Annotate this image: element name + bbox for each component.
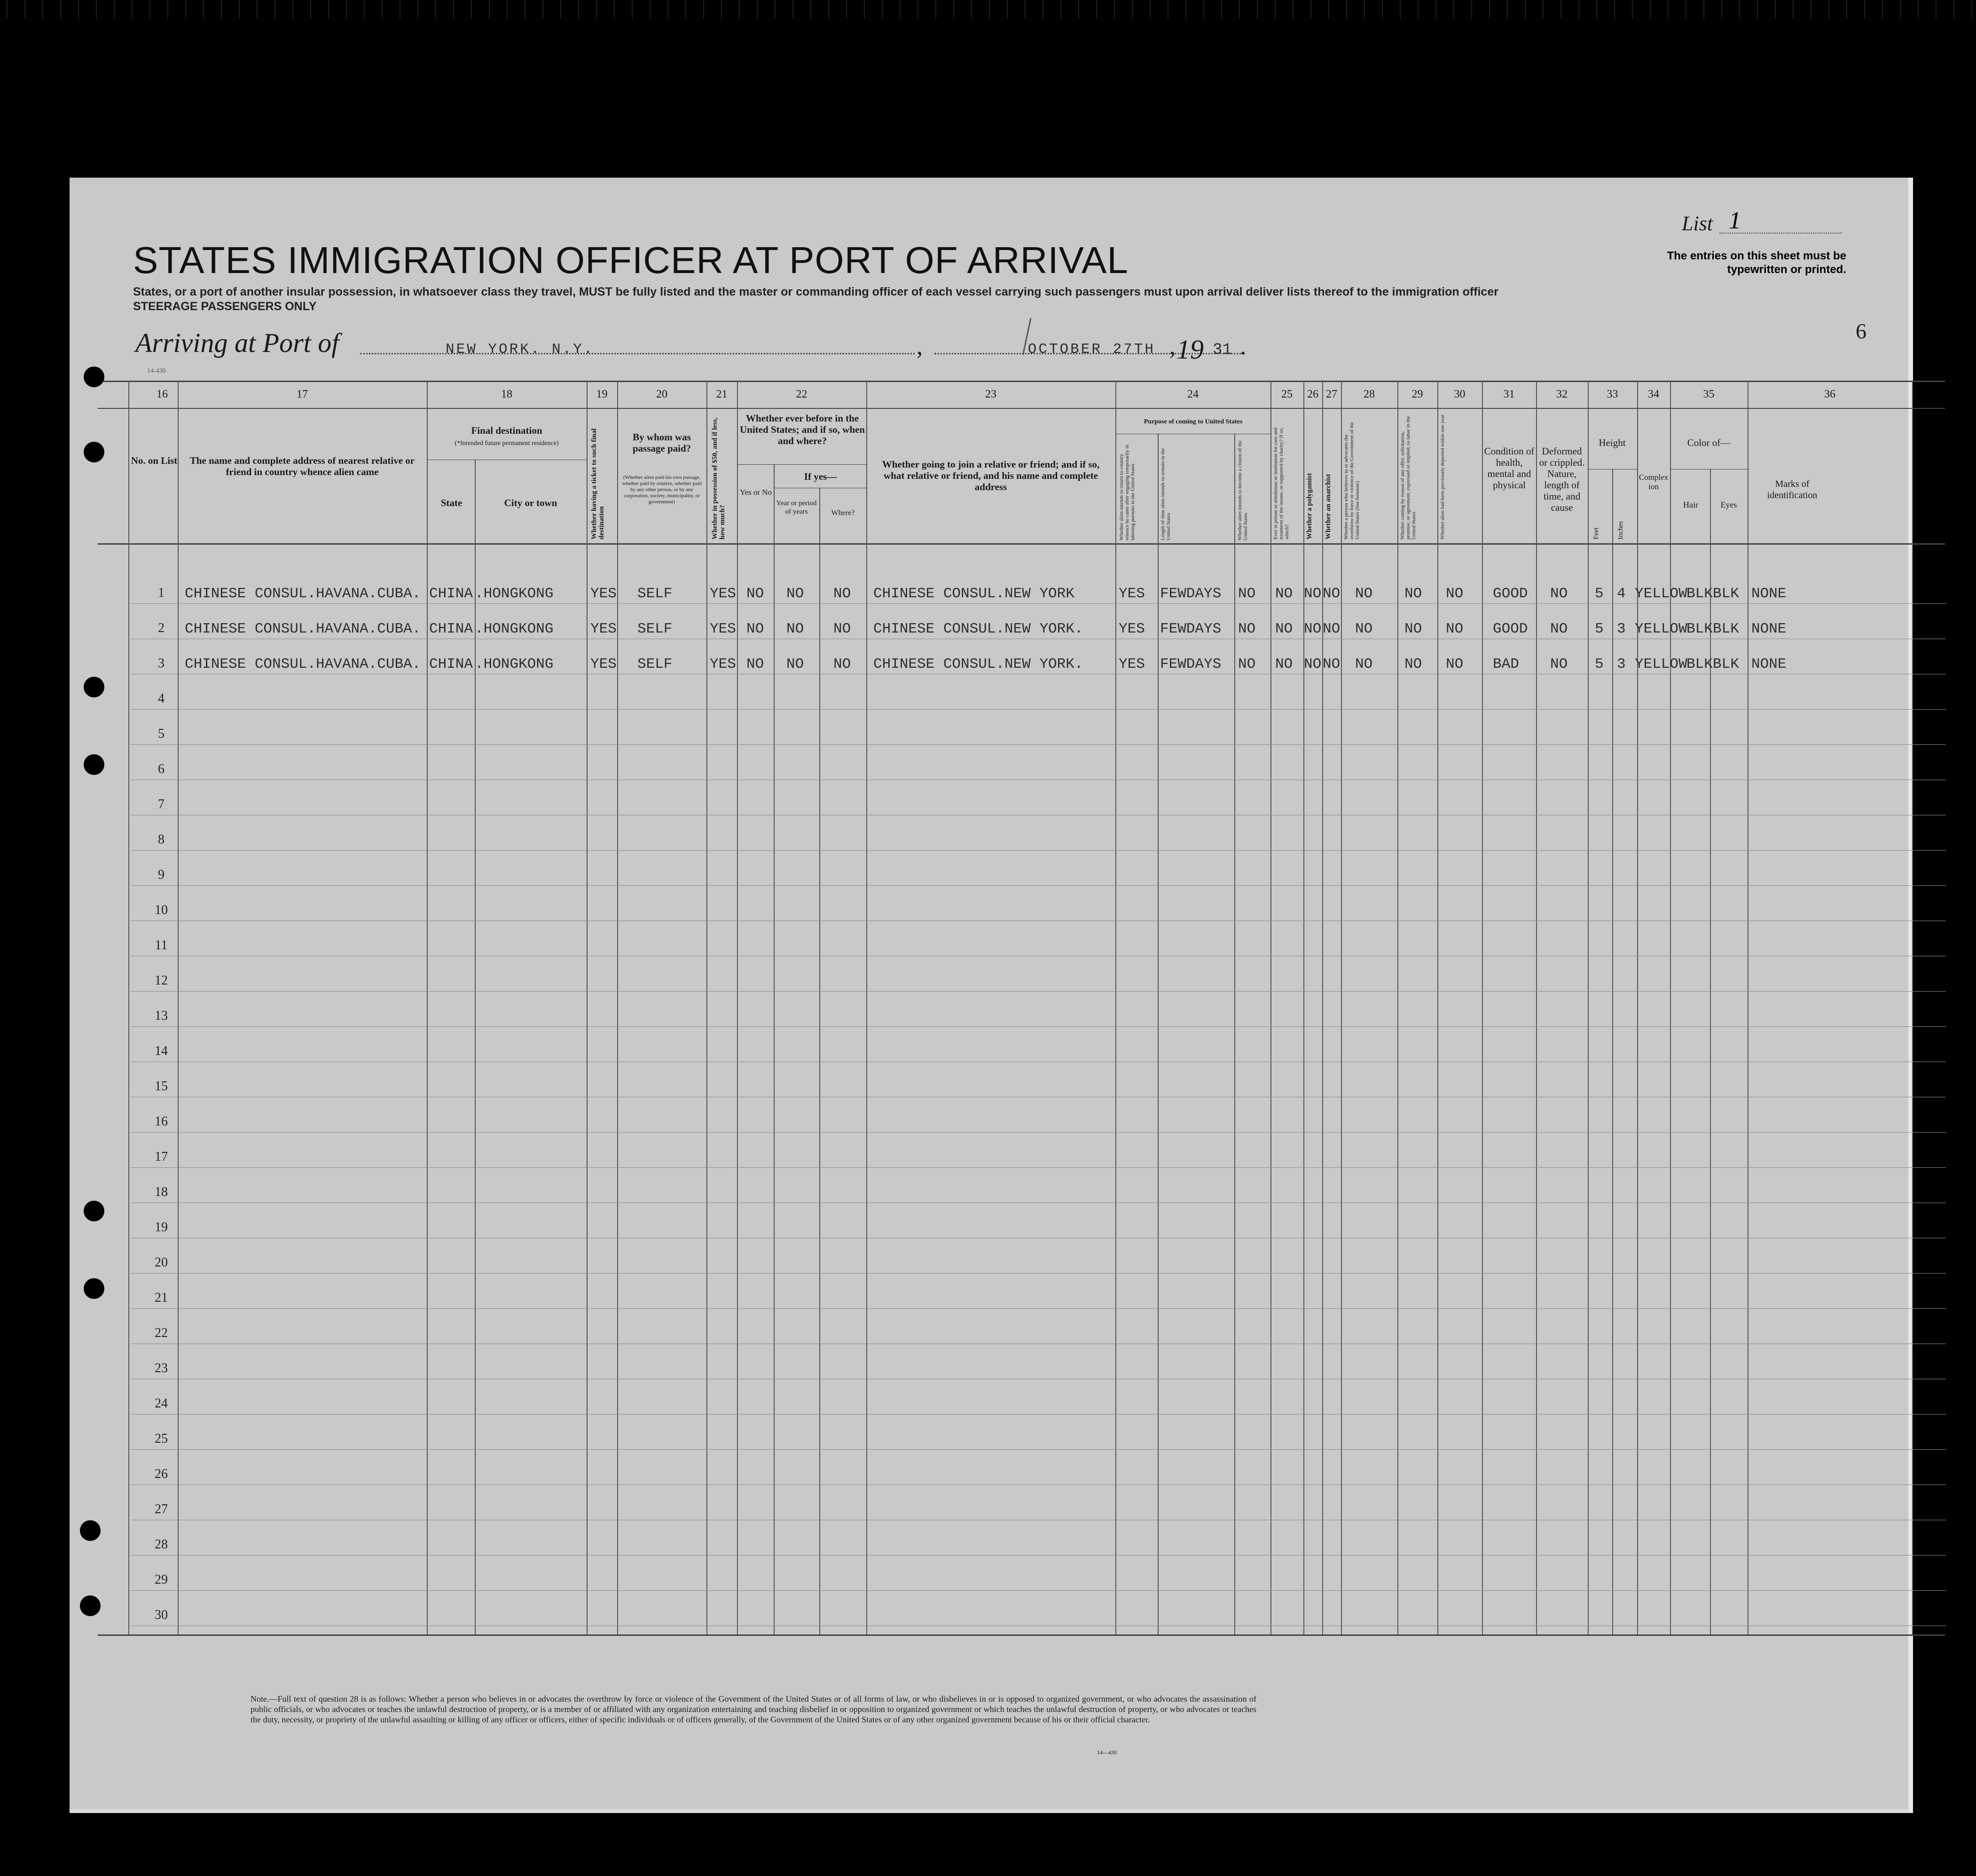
cell-relative: CHINESE CONSUL.HAVANA.CUBA. [185, 586, 421, 602]
manifest-sheet [70, 178, 1913, 1813]
row-rule [131, 991, 1946, 992]
year-prefix: 19 [1176, 334, 1204, 365]
header-30: Whether alien had been previously deported within one year [1440, 414, 1445, 539]
list-label: List [1682, 212, 1713, 235]
cell-state: CHINA [429, 656, 473, 672]
header-28: Whether a person who believes in or advocates the overthrow by force or violence of the Government of the United States (See footnote) [1343, 422, 1360, 539]
col-divider [1158, 434, 1159, 1634]
header-31: Condition of health, mental and physical [1484, 446, 1535, 491]
binder-hole [84, 367, 104, 387]
cell-polygamist: NO [1304, 656, 1322, 672]
header-18-title: Final destination [471, 425, 542, 436]
film-edge [0, 0, 1976, 19]
cell-return: YES [1119, 656, 1145, 672]
year-suffix: 31 [1213, 341, 1232, 359]
row-number: 16 [155, 1114, 168, 1129]
cell-deported: NO [1446, 621, 1464, 637]
col-divider [706, 381, 707, 1634]
colnum-17: 17 [297, 388, 308, 400]
header-22-title: Whether ever before in the United States; and if so, when and where? [739, 413, 865, 446]
colnum-23: 23 [985, 388, 996, 400]
colnum-20: 20 [656, 388, 667, 400]
cell-health: GOOD [1493, 621, 1528, 637]
year-period: . [1240, 333, 1246, 360]
row-number: 19 [155, 1220, 168, 1235]
row-number: 8 [158, 832, 165, 847]
binder-hole [84, 1201, 104, 1221]
colnum-29: 29 [1411, 388, 1423, 400]
cell-paid-by: SELF [637, 621, 673, 637]
col-divider [1437, 381, 1438, 1634]
cell-before: NO [746, 621, 764, 637]
entries-note: The entries on this sheet must be typewritten or printed. [1667, 250, 1846, 276]
cell-complexion: YELLOW [1635, 621, 1687, 637]
header-35-hair: Hair [1683, 500, 1698, 509]
row-rule [131, 885, 1946, 886]
cell-inches: 3 [1617, 621, 1626, 637]
header-16: No. on List [131, 455, 178, 466]
col-divider [587, 381, 588, 1634]
cell-ticket: YES [590, 621, 617, 637]
cell-before: NO [746, 586, 764, 602]
header-24-a: Whether alien intends to return to country whence he came after engaging temporarily in laboring pursuits in the United States [1119, 444, 1136, 540]
cell-prison: NO [1275, 656, 1293, 672]
cell-city: .HONGKONG [475, 656, 554, 672]
colnum-16: 16 [157, 388, 168, 400]
cell-labor: NO [1404, 586, 1422, 602]
col-divider [1270, 381, 1271, 1634]
cell-polygamist: NO [1304, 586, 1322, 602]
header-24-title: Purpose of coming to United States [1144, 418, 1243, 425]
header-20-note: (Whether alien paid his own passage, whether paid by relative, whether paid by any other person, or by any corporation, society, municipality, or government) [622, 475, 702, 505]
table-top-rule [98, 381, 1945, 382]
cell-inches: 3 [1617, 656, 1626, 672]
col-divider [737, 381, 738, 1634]
cell-prison: NO [1275, 621, 1293, 637]
header-34: Complexion [1639, 473, 1669, 491]
colnum-18: 18 [501, 388, 512, 400]
cell-anarchist: NO [1323, 656, 1341, 672]
row-number: 3 [158, 656, 165, 671]
header-33-title: Height [1599, 437, 1626, 448]
row-number: 24 [155, 1396, 168, 1411]
cell-ticket: YES [590, 586, 617, 602]
instructions-line-2: STEERAGE PASSENGERS ONLY [133, 300, 317, 313]
row-number: 18 [155, 1185, 168, 1199]
header-33-feet: Feet [1592, 527, 1600, 539]
cell-money: YES [710, 656, 736, 672]
col-divider [427, 381, 428, 1634]
cell-marks: NONE [1751, 656, 1787, 672]
colnum-31: 31 [1503, 388, 1515, 400]
cell-state: CHINA [429, 621, 473, 637]
row-rule [131, 1167, 1946, 1168]
cell-paid-by: SELF [637, 586, 673, 602]
col-divider [1234, 434, 1235, 1634]
cell-complexion: YELLOW [1635, 656, 1687, 672]
cell-complexion: YELLOW [1635, 586, 1687, 602]
header-22-where: Where? [831, 509, 855, 517]
row-number: 23 [155, 1361, 168, 1376]
header-22-ifyes: If yes— [804, 471, 837, 482]
header-35-title: Color of— [1687, 437, 1731, 448]
row-rule [131, 603, 1946, 604]
row-number: 30 [155, 1608, 168, 1622]
cell-marks: NONE [1751, 586, 1787, 602]
header-18-state: State [440, 497, 463, 508]
cell-return: YES [1119, 621, 1145, 637]
cell-overthrow: NO [1355, 621, 1373, 637]
row-number: 7 [158, 797, 165, 812]
col-divider [1536, 381, 1537, 1634]
footnote-form-number: 14—430 [1097, 1749, 1117, 1756]
cell-feet: 5 [1595, 586, 1604, 602]
header-32: Deformed or crippled. Nature, length of time, and cause [1539, 446, 1585, 513]
colnum-25: 25 [1281, 388, 1293, 400]
colnum-27: 27 [1326, 388, 1337, 400]
cell-labor: NO [1404, 656, 1422, 672]
cell-hair: BLK [1686, 586, 1713, 602]
cell-joining: CHINESE CONSUL.NEW YORK. [873, 656, 1083, 672]
colnum-32: 32 [1556, 388, 1568, 400]
cell-hair: BLK [1686, 656, 1713, 672]
row-number: 29 [155, 1572, 168, 1587]
row-rule [131, 1273, 1946, 1274]
row-number: 11 [155, 938, 168, 953]
binder-hole [84, 442, 104, 462]
row-rule [131, 744, 1946, 745]
header-36: Marks of identification [1767, 479, 1818, 500]
binder-hole [84, 1278, 104, 1299]
cell-where: NO [833, 586, 851, 602]
port-comma: , [917, 333, 923, 360]
cell-marks: NONE [1751, 621, 1787, 637]
row-number: 20 [155, 1255, 168, 1270]
row-number: 25 [155, 1431, 168, 1446]
row-rule [131, 1555, 1946, 1556]
cell-money: YES [710, 621, 736, 637]
colnum-33: 33 [1607, 388, 1618, 400]
cell-health: BAD [1493, 656, 1519, 672]
header-24-c: Whether alien intends to become a citizen of the United States [1237, 440, 1248, 540]
row-number: 22 [155, 1326, 168, 1340]
row-number: 9 [158, 868, 165, 882]
cell-polygamist: NO [1304, 621, 1322, 637]
form-instructions [133, 285, 1647, 314]
colnum-34: 34 [1648, 388, 1659, 400]
cell-money: YES [710, 586, 736, 602]
list-number: 1 [1729, 207, 1741, 234]
header-22-period: Year or period of years [776, 500, 817, 516]
cell-citizen: NO [1238, 621, 1256, 637]
cell-return: YES [1119, 586, 1145, 602]
col-divider [774, 464, 775, 1634]
binder-hole [80, 1520, 101, 1541]
colnum-24: 24 [1187, 388, 1199, 400]
row-number: 28 [155, 1537, 168, 1552]
col-divider [1710, 469, 1711, 1634]
form-title: STATES IMMIGRATION OFFICER AT PORT OF ARRIVAL [133, 239, 1129, 281]
cell-overthrow: NO [1355, 656, 1373, 672]
header-18-note: (*Intended future permanent residence) [455, 440, 559, 447]
instructions-line-1: States, or a port of another insular possession, in whatsoever class they travel, MUST be fully listed and the master or commanding officer of each vessel carrying such passengers must upon arrival deliver lists thereof to the immigration officer [133, 285, 1498, 298]
col-divider [1612, 469, 1613, 1634]
port-field [360, 331, 915, 354]
cell-length: FEWDAYS [1160, 586, 1222, 602]
row-number: 13 [155, 1008, 168, 1023]
colnum-30: 30 [1454, 388, 1466, 400]
cell-feet: 5 [1595, 621, 1604, 637]
col-divider [1637, 381, 1638, 1634]
port-value: NEW YORK. N.Y. [446, 341, 595, 358]
cell-length: FEWDAYS [1160, 621, 1222, 637]
cell-relative: CHINESE CONSUL.HAVANA.CUBA. [185, 656, 421, 672]
row-rule [131, 850, 1946, 851]
form-number: 14-430 [147, 367, 166, 375]
row-number: 12 [155, 973, 168, 988]
colnum-22: 22 [796, 388, 808, 400]
row-number: 26 [155, 1467, 168, 1481]
header-33-inches: Inches [1617, 521, 1624, 539]
cell-overthrow: NO [1355, 586, 1373, 602]
cell-where: NO [833, 656, 851, 672]
cell-relative: CHINESE CONSUL.HAVANA.CUBA. [185, 621, 421, 637]
binder-hole [84, 677, 104, 697]
row-rule [131, 1308, 1946, 1309]
cell-joining: CHINESE CONSUL.NEW YORK. [873, 621, 1083, 637]
cell-eyes: BLK [1713, 586, 1739, 602]
header-21: Whether in possession of $50, and if less, how much? [711, 417, 726, 539]
colnum-35: 35 [1703, 388, 1715, 400]
col-divider [1322, 381, 1323, 1634]
header-24-b: Length of time alien intends to remain in the United States [1160, 448, 1171, 540]
cell-inches: 4 [1617, 586, 1626, 602]
row-number: 14 [155, 1044, 168, 1058]
col-divider [1303, 381, 1304, 1634]
cell-city: .HONGKONG [475, 586, 554, 602]
header-23: Whether going to join a relative or friend; and if so, what relative or friend, and his name and complete address [882, 459, 1100, 492]
row-number: 21 [155, 1290, 168, 1305]
col-divider [1588, 381, 1589, 1634]
col-divider [178, 381, 179, 1634]
col-divider [128, 381, 129, 1634]
row-number: 1 [158, 586, 165, 600]
col-divider [1670, 381, 1671, 1634]
cell-period: NO [786, 621, 804, 637]
header-17: The name and complete address of nearest relative or friend in country whence alien came [189, 455, 415, 477]
footnote: Note.—Full text of question 28 is as follows: Whether a person who believes in or advocates the overthrow by force or violence of the Government of the United States or of all forms of law, or who disbelieves in or is opposed to organized government, or who advocates the assassination of public officials, or who advocates or teaches the unlawful destruction of property, or is a member of or affiliated with any organization entertaining and teaching disbelief in or opposition to organized government or which teaches the unlawful destruction of property, or who advocates or teaches the duty, necessity, or propriety of the unlawful assaulting or killing of any officer or officers, either of specific individuals or of officers generally, of the Government of the United States or of any other organized government because of his or their official character. [251, 1694, 1256, 1724]
date-comma: , [1169, 333, 1176, 360]
header-27: Whether an anarchist [1325, 474, 1332, 539]
row-rule [131, 1590, 1946, 1591]
cell-deported: NO [1446, 586, 1464, 602]
cell-deported: NO [1446, 656, 1464, 672]
row-rule [131, 1414, 1946, 1415]
subheader-rule [737, 464, 866, 465]
row-number: 15 [155, 1079, 168, 1094]
cell-anarchist: NO [1323, 621, 1341, 637]
cell-state: CHINA [429, 586, 473, 602]
col-divider [1115, 381, 1116, 1634]
cell-where: NO [833, 621, 851, 637]
cell-citizen: NO [1238, 586, 1256, 602]
cell-anarchist: NO [1323, 586, 1341, 602]
col-divider [1397, 381, 1398, 1634]
binder-hole [84, 754, 104, 775]
col-divider [617, 381, 618, 1634]
row-number: 10 [155, 903, 168, 917]
cell-deformed: NO [1550, 586, 1568, 602]
cell-feet: 5 [1595, 656, 1604, 672]
colnum-26: 26 [1307, 388, 1318, 400]
row-number: 27 [155, 1502, 168, 1516]
colnum-36: 36 [1824, 388, 1835, 400]
header-20-title: By whom was passage paid? [632, 431, 691, 454]
cell-ticket: YES [590, 656, 617, 672]
row-number: 5 [158, 727, 165, 741]
row-rule [131, 1449, 1946, 1450]
cell-deformed: NO [1550, 656, 1568, 672]
cell-health: GOOD [1493, 586, 1528, 602]
binder-hole [80, 1595, 101, 1616]
row-rule [131, 709, 1946, 710]
cell-period: NO [786, 586, 804, 602]
header-35-eyes: Eyes [1720, 500, 1737, 509]
cell-eyes: BLK [1713, 656, 1739, 672]
cell-labor: NO [1404, 621, 1422, 637]
row-number: 2 [158, 621, 165, 635]
header-22-yesno: Yes or No [739, 488, 772, 497]
header-19: Whether having a ticket to such final destination [590, 428, 605, 539]
table-bottom-rule [98, 1634, 1945, 1636]
cell-length: FEWDAYS [1160, 656, 1222, 672]
row-number: 4 [158, 691, 165, 706]
header-25: Ever in prison or almshouse or institution for care and treatment of the insane, or supported by charity? If so, which? [1273, 427, 1290, 539]
col-divider [1482, 381, 1483, 1634]
header-18-city: City or town [504, 497, 557, 508]
cell-eyes: BLK [1713, 621, 1739, 637]
colnum-19: 19 [596, 388, 608, 400]
cell-period: NO [786, 656, 804, 672]
cell-deformed: NO [1550, 621, 1568, 637]
colnum-21: 21 [716, 388, 728, 400]
cell-citizen: NO [1238, 656, 1256, 672]
col-divider [866, 381, 867, 1634]
row-rule [131, 1132, 1946, 1133]
cell-before: NO [746, 656, 764, 672]
cell-prison: NO [1275, 586, 1293, 602]
colnum-28: 28 [1364, 388, 1375, 400]
header-29: Whether coming by reason of any offer, solicitation, promise, or agreement, expressed or implied, to labor in the United States [1400, 416, 1417, 539]
row-number: 6 [158, 762, 165, 776]
cell-city: .HONGKONG [475, 621, 554, 637]
col-divider [1341, 381, 1342, 1634]
column-number-rule [98, 408, 1945, 409]
cell-paid-by: SELF [637, 656, 673, 672]
col-divider [1748, 381, 1749, 1634]
cell-hair: BLK [1686, 621, 1713, 637]
date-value: OCTOBER 27TH [1027, 341, 1155, 358]
col-divider [819, 488, 820, 1634]
row-rule [131, 1026, 1946, 1027]
header-26: Whether a polygamist [1306, 473, 1313, 539]
page-number: 6 [1856, 319, 1866, 343]
cell-joining: CHINESE CONSUL.NEW YORK [873, 586, 1074, 602]
arriving-label: Arriving at Port of [135, 328, 339, 358]
row-number: 17 [155, 1149, 168, 1164]
header-bottom-rule [98, 543, 1945, 545]
col-divider [1912, 381, 1913, 1634]
